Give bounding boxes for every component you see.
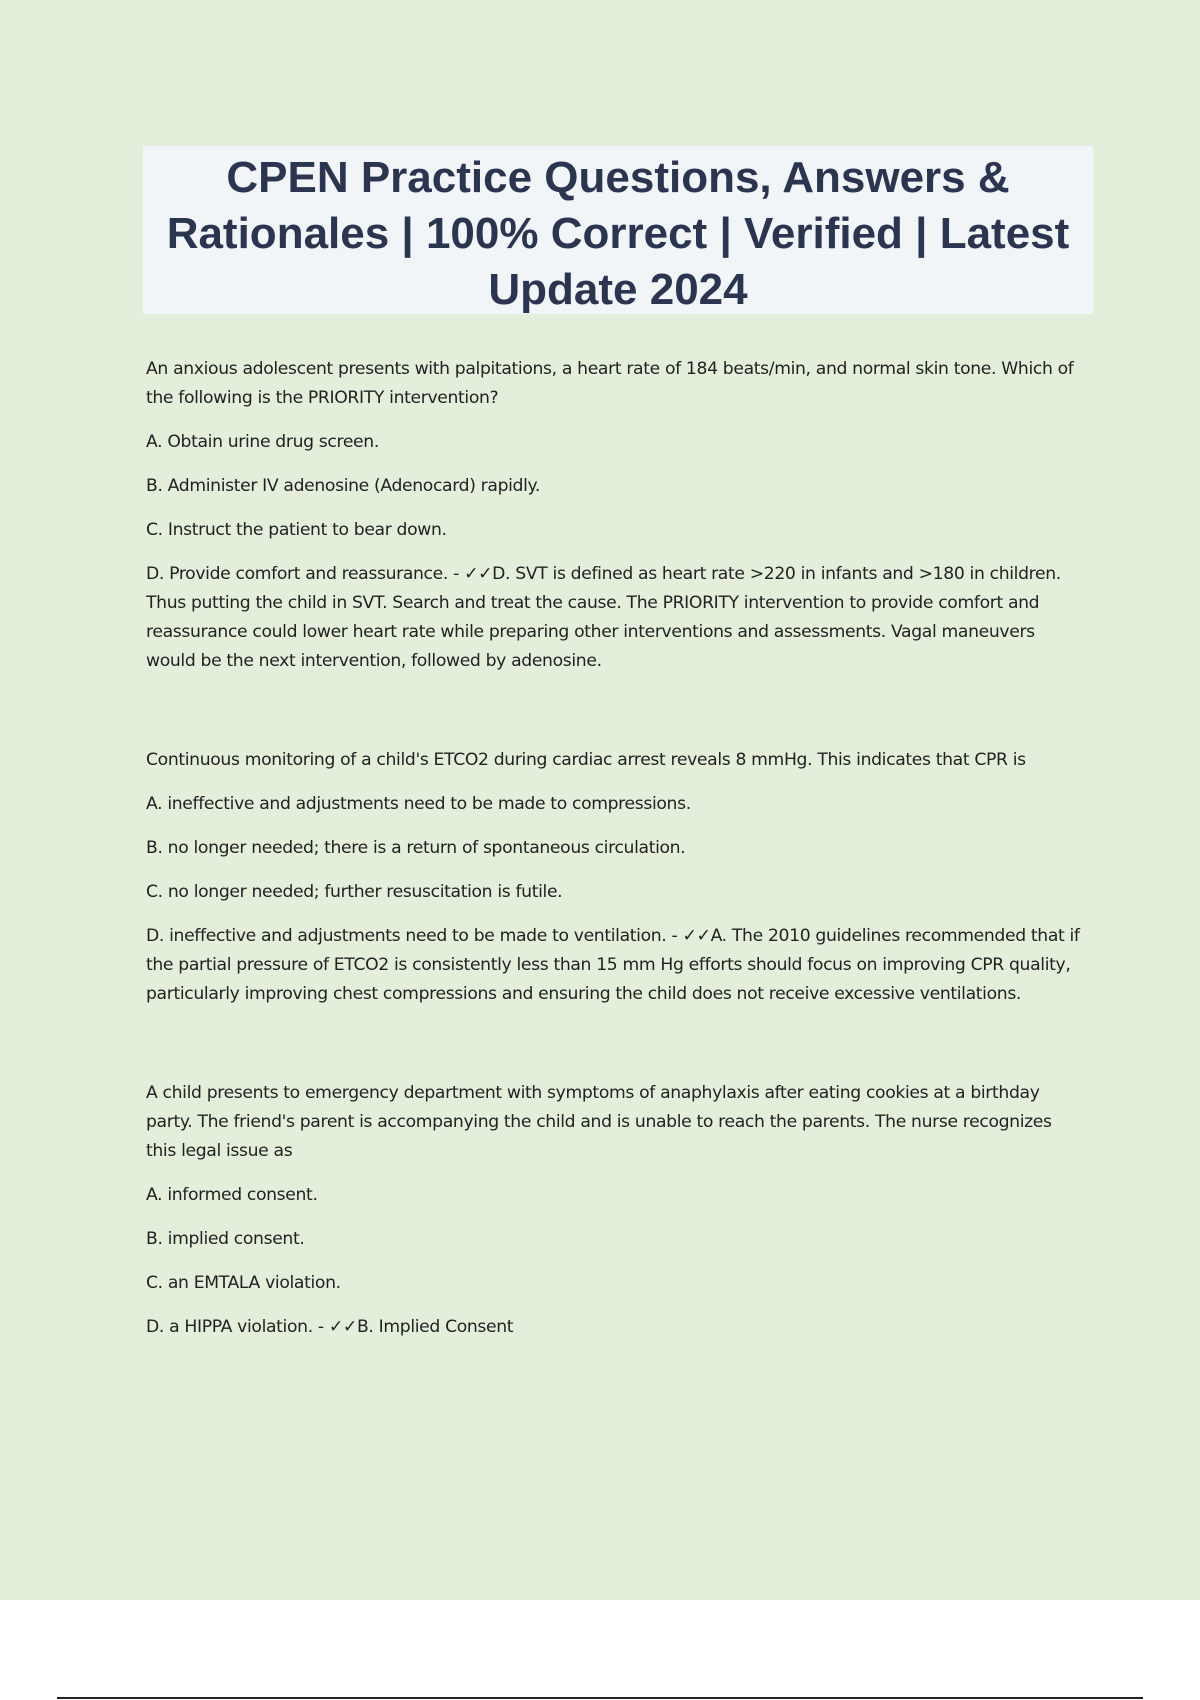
answer-option: A. informed consent. — [146, 1185, 318, 1205]
answer-option: B. implied consent. — [146, 1229, 305, 1249]
answer-option: A. Obtain urine drug screen. — [146, 432, 379, 452]
answer-option-with-rationale: D. Provide comfort and reassurance. - ✓✓D. SVT is defined as heart rate >220 in infants and >180 in children. Thus putting the child in SVT. Search and treat the cause. The PRIORITY intervention to provide comfort and reassurance could lower heart rate while preparing other interventions and assessments. Vagal maneuvers would be the next intervention, followed by adenosine. — [146, 564, 1061, 671]
answer-option: B. no longer needed; there is a return of spontaneous circulation. — [146, 838, 686, 858]
answer-option: C. no longer needed; further resuscitation is futile. — [146, 882, 563, 902]
answer-option: C. an EMTALA violation. — [146, 1273, 341, 1293]
answer-option: B. Administer IV adenosine (Adenocard) rapidly. — [146, 476, 541, 496]
document-title: CPEN Practice Questions, Answers & Rationales | 100% Correct | Verified | Latest Update 2024 — [166, 153, 1070, 314]
answer-option-with-rationale: D. a HIPPA violation. - ✓✓B. Implied Consent — [146, 1317, 514, 1337]
question-stem: Continuous monitoring of a child's ETCO2 during cardiac arrest reveals 8 mmHg. This indicates that CPR is — [146, 750, 1026, 770]
answer-option: A. ineffective and adjustments need to be made to compressions. — [146, 794, 691, 814]
answer-option: C. Instruct the patient to bear down. — [146, 520, 447, 540]
footer-divider — [57, 1697, 1143, 1699]
answer-option-with-rationale: D. ineffective and adjustments need to be made to ventilation. - ✓✓A. The 2010 guidelines recommended that if the partial pressure of ETCO2 is consistently less than 15 mm Hg efforts should focus on improving CPR quality, particularly improving chest compressions and ensuring the child does not receive excessive ventilations. — [146, 926, 1080, 1004]
document-body — [146, 355, 1086, 1342]
question-stem: An anxious adolescent presents with palpitations, a heart rate of 184 beats/min, and normal skin tone. Which of the following is the PRIORITY intervention? — [146, 359, 1074, 408]
title-banner — [143, 146, 1093, 314]
question-block — [146, 1079, 1086, 1342]
question-block — [146, 746, 1086, 1009]
question-stem: A child presents to emergency department with symptoms of anaphylaxis after eating cookies at a birthday party. The friend's parent is accompanying the child and is unable to reach the parents. The nurse recognizes this legal issue as — [146, 1083, 1052, 1161]
question-block — [146, 355, 1086, 676]
